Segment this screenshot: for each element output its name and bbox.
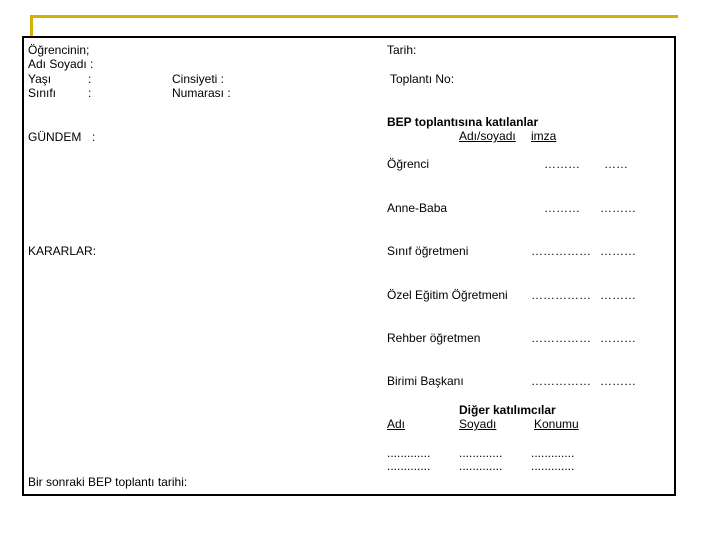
participant-name-blank: …………… <box>531 244 591 258</box>
participant-role: Sınıf öğretmeni <box>387 244 469 258</box>
participant-sign-blank: …… <box>604 157 628 171</box>
others-col-surname: Soyadı <box>459 417 497 431</box>
next-meeting-label: Bir sonraki BEP toplantı tarihi: <box>28 475 188 489</box>
student-number-label: Numarası : <box>172 86 231 100</box>
student-name-label: Adı Soyadı : <box>28 57 94 71</box>
bep-meeting-form <box>22 36 676 496</box>
participant-sign-blank: ……… <box>600 374 636 388</box>
participants-col-name: Adı/soyadı <box>459 129 516 143</box>
agenda-label: GÜNDEM <box>28 130 82 144</box>
participant-name-blank: ……… <box>544 157 580 171</box>
student-age-colon: : <box>88 72 92 86</box>
decisions-label: KARARLAR: <box>28 244 97 258</box>
others-blank: ............. <box>387 459 431 473</box>
participant-sign-blank: ……… <box>600 288 636 302</box>
others-col-position: Konumu <box>534 417 579 431</box>
participant-role: Rehber öğretmen <box>387 331 481 345</box>
others-blank: ............. <box>531 446 575 460</box>
participant-sign-blank: ……… <box>600 201 636 215</box>
student-class-label: Sınıfı <box>28 86 57 100</box>
participant-role: Anne-Baba <box>387 201 448 215</box>
participant-sign-blank: ……… <box>600 244 636 258</box>
others-blank: ............. <box>387 446 431 460</box>
others-col-name: Adı <box>387 417 406 431</box>
participant-name-blank: …………… <box>531 288 591 302</box>
participants-title: BEP toplantısına katılanlar <box>387 115 539 129</box>
decorative-left-line <box>30 15 33 37</box>
participants-col-sign: imza <box>531 129 557 143</box>
participant-role: Birimi Başkanı <box>387 374 464 388</box>
student-gender-label: Cinsiyeti : <box>172 72 225 86</box>
others-blank: ............. <box>459 459 503 473</box>
student-age-label: Yaşı <box>28 72 52 86</box>
meeting-date-label: Tarih: <box>387 43 417 57</box>
decorative-top-line <box>30 15 678 18</box>
participant-role: Öğrenci <box>387 157 430 171</box>
participant-role: Özel Eğitim Öğretmeni <box>387 288 508 302</box>
participant-name-blank: …………… <box>531 331 591 345</box>
participant-sign-blank: ……… <box>600 331 636 345</box>
participant-name-blank: ……… <box>544 201 580 215</box>
others-blank: ............. <box>459 446 503 460</box>
others-blank: ............. <box>531 459 575 473</box>
others-title: Diğer katılımcılar <box>459 403 556 417</box>
participant-name-blank: …………… <box>531 374 591 388</box>
meeting-no-label: Toplantı No: <box>390 72 455 86</box>
student-class-colon: : <box>88 86 92 100</box>
agenda-colon: : <box>92 130 96 144</box>
student-heading: Öğrencinin; <box>28 43 90 57</box>
